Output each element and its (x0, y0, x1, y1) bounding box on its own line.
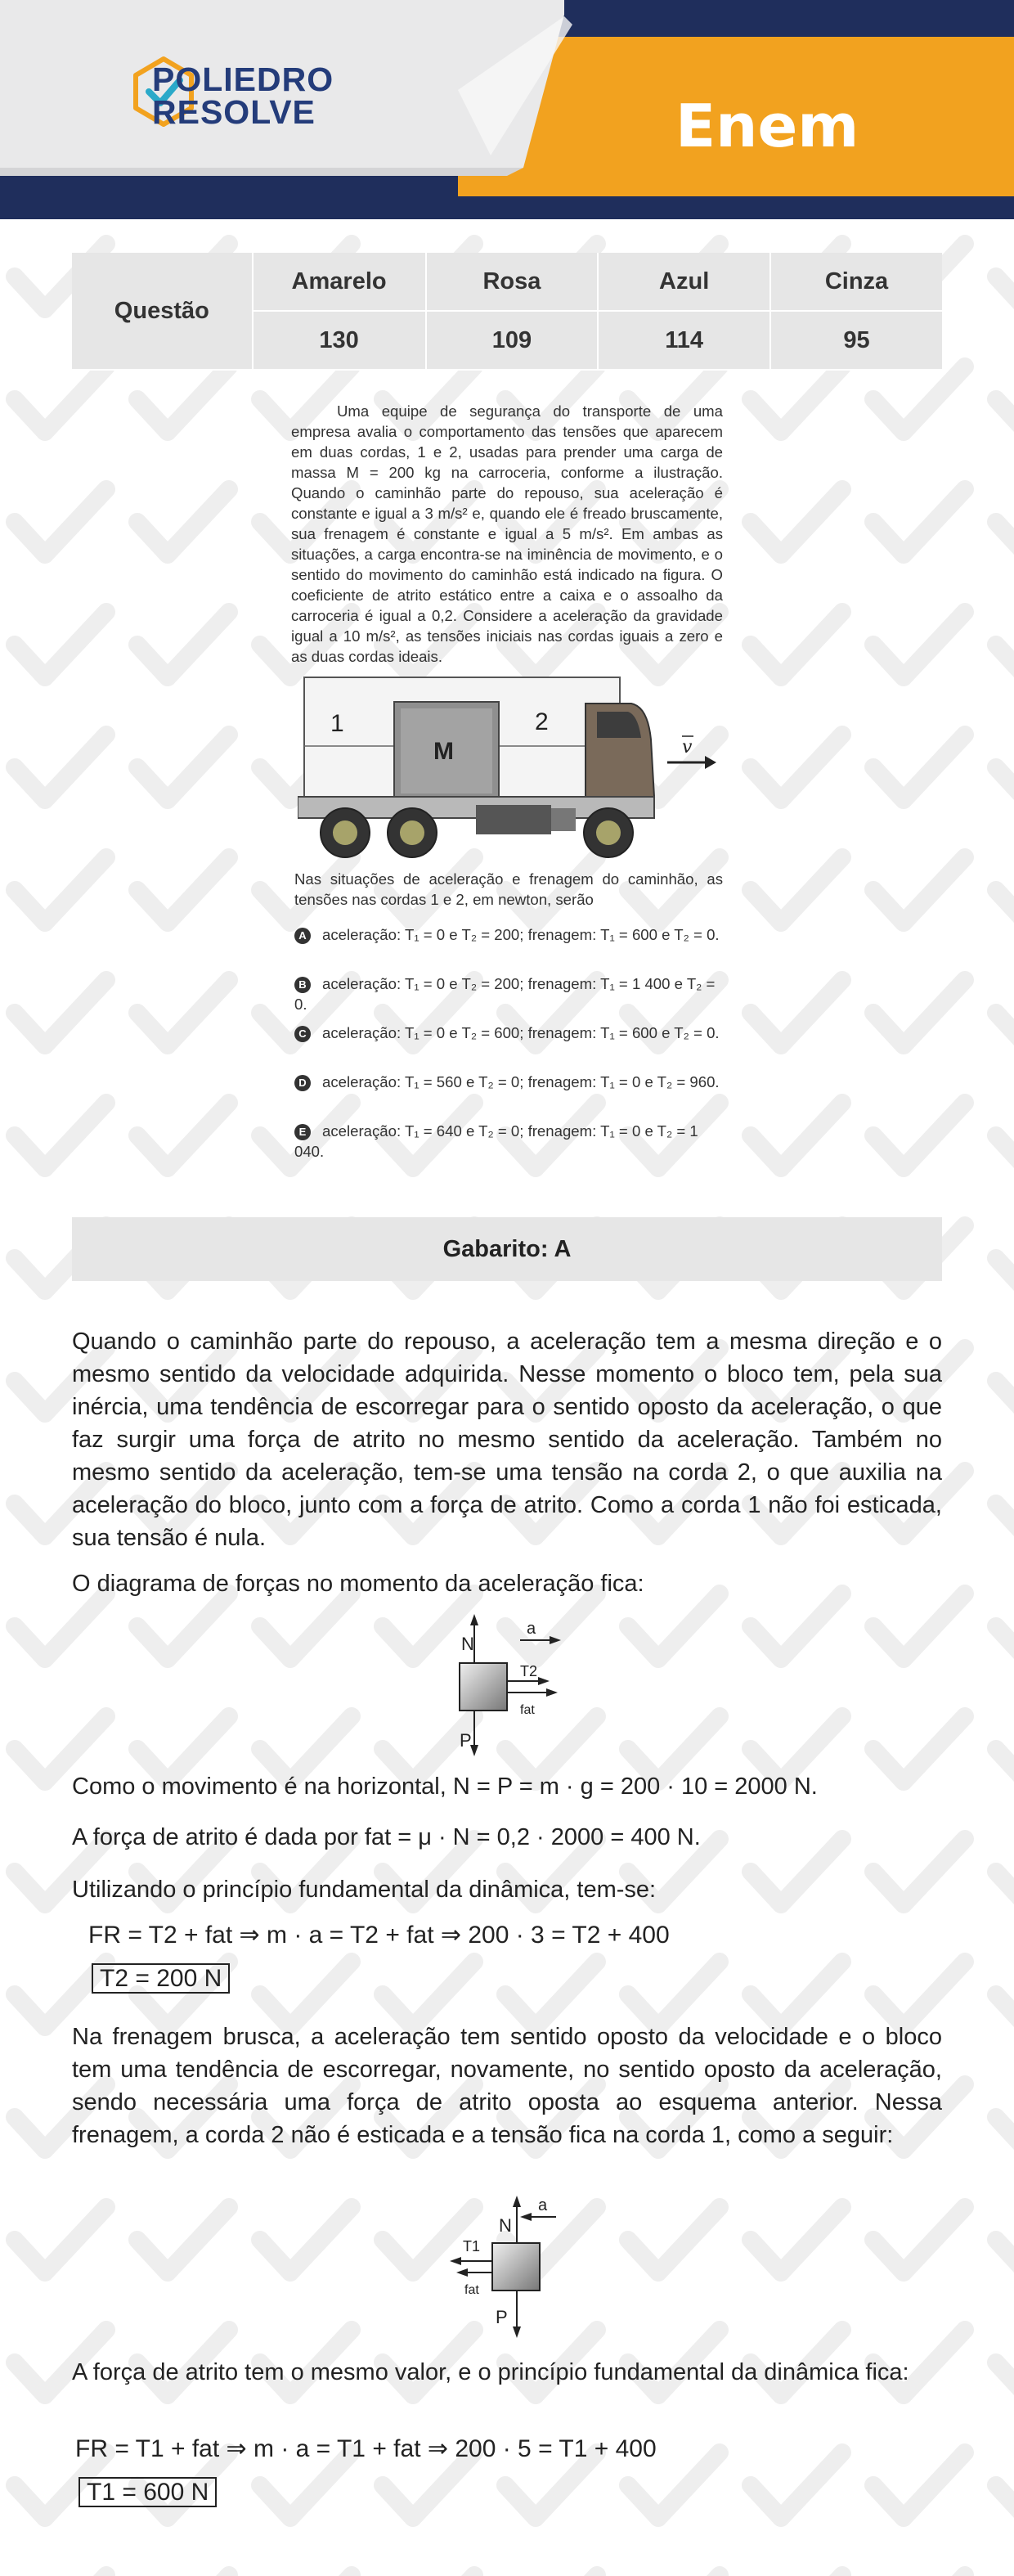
number-cinza: 95 (771, 312, 942, 371)
question-label: Questão (72, 253, 254, 371)
resolution-paragraph-4: A força de atrito é dada por fat = μ · N = 0,2 · 2000 = 400 N. (72, 1824, 701, 1850)
tension-2-label: T2 (520, 1663, 538, 1679)
normal-force-label: N (461, 1634, 474, 1654)
answer-bar: Gabarito: A (72, 1217, 942, 1281)
option-b: B aceleração: T₁ = 0 e T₂ = 200; frenagem: T₁ = 1 400 e T₂ = 0. (294, 975, 716, 1013)
question-number-table (72, 253, 942, 371)
question-lead: Nas situações de aceleração e frenagem do caminhão, as tensões nas cordas 1 e 2, em newton, serão (294, 870, 723, 908)
resolution-paragraph-1: Quando o caminhão parte do repouso, a aceleração tem a mesma direção e o mesmo sentido da velocidade adquirida. Nesse momento o bloco tem, pela sua inércia, uma tendência de escorregar para o sentido oposto da aceleração, o que faz surgir uma força de atrito no mesmo sentido da aceleração. Também no mesmo sentido da aceleração, tem-se uma tensão na corda 2, o que auxilia na aceleração do bloco, junto com a força de atrito. Como a corda 1 não foi esticada, sua tensão é nula. (72, 1328, 942, 1551)
rope-1-label: 1 (330, 710, 344, 737)
logo-line1: POLIEDRO (152, 61, 334, 98)
force-diagram-acceleration (442, 1607, 572, 1763)
normal-force-equation: N = P = m · g = 200 · 10 = 2000 N. (452, 1774, 818, 1800)
resolution-paragraph-6: Na frenagem brusca, a aceleração tem sentido oposto da velocidade e o bloco tem uma tendência de escorregar, novamente, no sentido oposto da aceleração, sendo necessária uma força de atrito oposta ao esquema anterior. Nessa frenagem, a corda 2 não é esticada e a tensão fica na corda 1, como a seguir: (72, 2024, 942, 2148)
color-azul: Azul (599, 253, 771, 312)
tension-1-label: T1 (463, 2238, 481, 2255)
option-a: A aceleração: T₁ = 0 e T₂ = 200; frenagem: T₁ = 600 e T₂ = 0. (294, 924, 723, 945)
mass-label: M (433, 738, 454, 765)
color-cinza: Cinza (771, 253, 942, 312)
truck-illustration (298, 674, 723, 864)
velocity-label: v (682, 737, 693, 758)
logo-line2: RESOLVE (152, 93, 316, 131)
number-rosa: 109 (427, 312, 599, 371)
acceleration-label-2: a (538, 2196, 548, 2214)
force-diagram-braking (442, 2192, 572, 2348)
resolution-paragraph-2: O diagrama de forças no momento da aceleração fica: (72, 1571, 644, 1597)
header-banner (0, 0, 1014, 219)
result-tension-2: T2 = 200 N (92, 1965, 230, 1993)
option-c: C aceleração: T₁ = 0 e T₂ = 600; frenagem: T₁ = 600 e T₂ = 0. (294, 1023, 723, 1043)
resolution-paragraph-3: Como o movimento é na horizontal, N = P = m · g = 200 · 10 = 2000 N. (72, 1774, 818, 1800)
normal-force-label-2: N (499, 2215, 512, 2236)
resolution-paragraph-5: Utilizando o princípio fundamental da dinâmica, tem-se: (72, 1877, 657, 1903)
option-d: D aceleração: T₁ = 560 e T₂ = 0; frenagem: T₁ = 0 e T₂ = 960. (294, 1072, 723, 1092)
option-e: E aceleração: T₁ = 640 e T₂ = 0; frenagem: T₁ = 0 e T₂ = 1 040. (294, 1122, 698, 1160)
friction-label: fat (520, 1703, 535, 1717)
question-stem: Uma equipe de segurança do transporte de uma empresa avalia o comportamento das tensões que aparecem em duas cordas, 1 e 2, usadas para prender uma carga de massa M = 200 kg na carroceria, conforme a ilustração. Quando o caminhão parte do repouso, sua aceleração é constante e igual a 3 m/s² e, quando ele é freado bruscamente, sua frenagem é constante e igual a 5 m/s². Em ambas as situações, a carga encontra-se na iminência de movimento, e o sentido do movimento do caminhão está indicado na figura. O coeficiente de atrito estático entre a caixa e o assoalho da carroceria é igual a 0,2. Considere a aceleração da gravidade igual a 10 m/s², as tensões iniciais nas cordas iguais a zero e as duas cordas ideais. (291, 402, 723, 665)
number-azul: 114 (599, 312, 771, 371)
weight-label-2: P (496, 2307, 508, 2327)
question-block (291, 401, 723, 1160)
color-amarelo: Amarelo (254, 253, 427, 312)
number-amarelo: 130 (254, 312, 427, 371)
acceleration-label: a (527, 1620, 536, 1638)
rope-2-label: 2 (535, 708, 549, 735)
friction-label-2: fat (464, 2283, 479, 2297)
exam-title: Enem (675, 92, 859, 160)
result-tension-1: T1 = 600 N (79, 2479, 217, 2506)
dynamics-equation-2: FR = T1 + fat ⇒ m · a = T1 + fat ⇒ 200 · 5 = T1 + 400 (75, 2435, 657, 2462)
resolution-paragraph-7: A força de atrito tem o mesmo valor, e o princípio fundamental da dinâmica fica: (72, 2359, 909, 2385)
friction-equation: fat = μ · N = 0,2 · 2000 = 400 N. (364, 1824, 701, 1850)
dynamics-equation-1: FR = T2 + fat ⇒ m · a = T2 + fat ⇒ 200 · 3 = T2 + 400 (88, 1922, 670, 1949)
color-rosa: Rosa (427, 253, 599, 312)
weight-label: P (460, 1730, 472, 1751)
